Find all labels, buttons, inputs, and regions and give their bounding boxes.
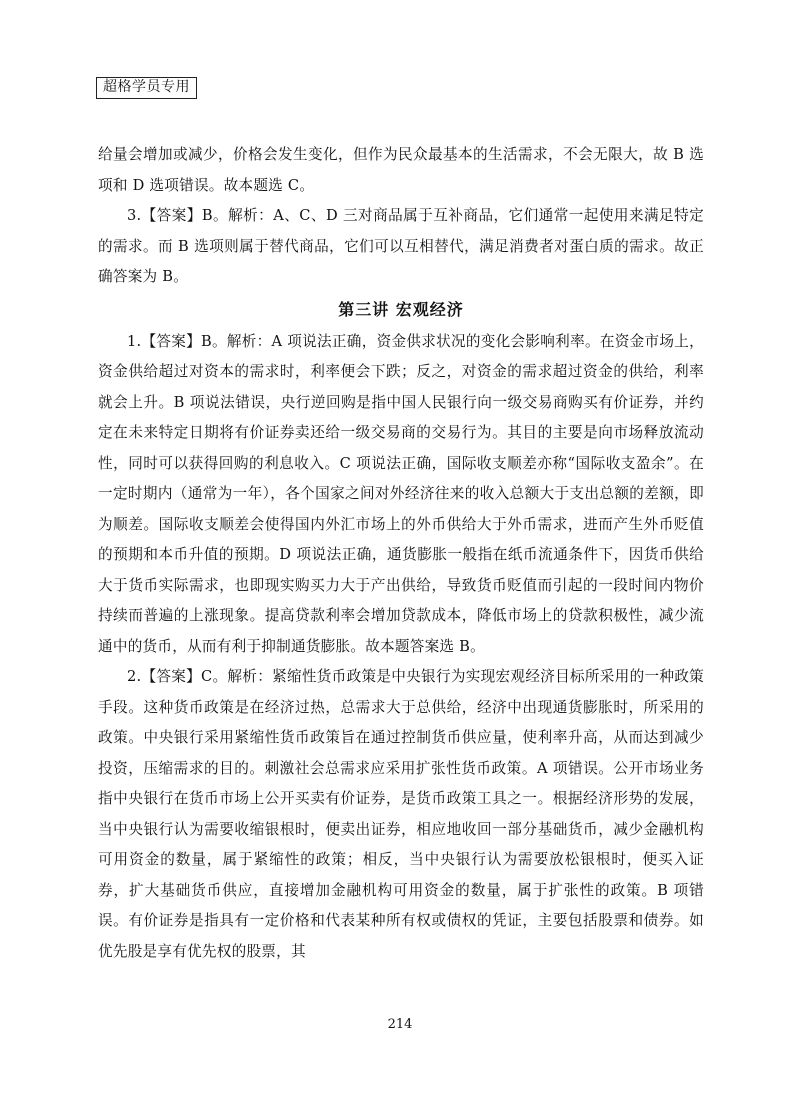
- header-badge: 超格学员专用: [96, 77, 197, 99]
- paragraph-answer-2: 2.【答案】C。解析：紧缩性货币政策是中央银行为实现宏观经济目标所采用的一种政策手段。这种货币政策是在经济过热，总需求大于总供给，经济中出现通货膨胀时，所采用的政策。中央银行采用紧缩性货币政策旨在通过控制货币供应量，使利率升高，从而达到减少投资，压缩需求的目的。刺激社会总需求应采用扩张性货币政策。A 项错误。公开市场业务指中央银行在货币市场上公开买卖有价证券，是货币政策工具之一。根据经济形势的发展，当中央银行认为需要收缩银根时，便卖出证券，相应地收回一部分基础货币，减少金融机构可用资金的数量，属于紧缩性的政策；相反，当中央银行认为需要放松银根时，便买入证券，扩大基础货币供应，直接增加金融机构可用资金的数量，属于扩张性的政策。B 项错误。有价证券是指具有一定价格和代表某种所有权或债权的凭证，主要包括股票和债券。如优先股是享有优先权的股票，其: [98, 668, 704, 960]
- paragraph-answer-3: 3.【答案】B。解析：A、C、D 三对商品属于互补商品，它们通常一起使用来满足特定的需求。而 B 选项则属于替代商品，它们可以互相替代，满足消费者对蛋白质的需求。故正确答案为 B。: [98, 207, 704, 285]
- section-title: 第三讲 宏观经济: [338, 299, 464, 319]
- paragraph-answer-1: 1.【答案】B。解析：A 项说法正确，资金供求状况的变化会影响利率。在资金市场上，资金供给超过对资本的需求时，利率便会下跌；反之，对资金的需求超过资金的供给，利率就会上升。B 项说法错误，央行逆回购是指中国人民银行向一级交易商购买有价证券，并约定在未来特定日期将有价证券卖还给一级交易商的交易行为。其目的主要是向市场释放流动性，同时可以获得回购的利息收入。C 项说法正确，国际收支顺差亦称“国际收支盈余”。在一定时期内（通常为一年），各个国家之间对外经济往来的收入总额大于支出总额的差额，即为顺差。国际收支顺差会使得国内外汇市场上的外币供给大于外币需求，进而产生外币贬值的预期和本币升值的预期。D 项说法正确，通货膨胀一般指在纸币流通条件下，因货币供给大于货币实际需求，也即现实购买力大于产出供给，导致货币贬值而引起的一段时间内物价持续而普遍的上涨现象。提高贷款利率会增加贷款成本，降低市场上的贷款积极性，减少流通中的货币，从而有利于抑制通货膨胀。故本题答案选 B。: [98, 332, 704, 655]
- page-number: 214: [387, 1017, 413, 1032]
- paragraph-continuation: 给量会增加或减少，价格会发生变化，但作为民众最基本的生活需求，不会无限大，故 B 选项和 D 选项错误。故本题选 C。: [98, 146, 704, 194]
- page-body: [98, 140, 704, 967]
